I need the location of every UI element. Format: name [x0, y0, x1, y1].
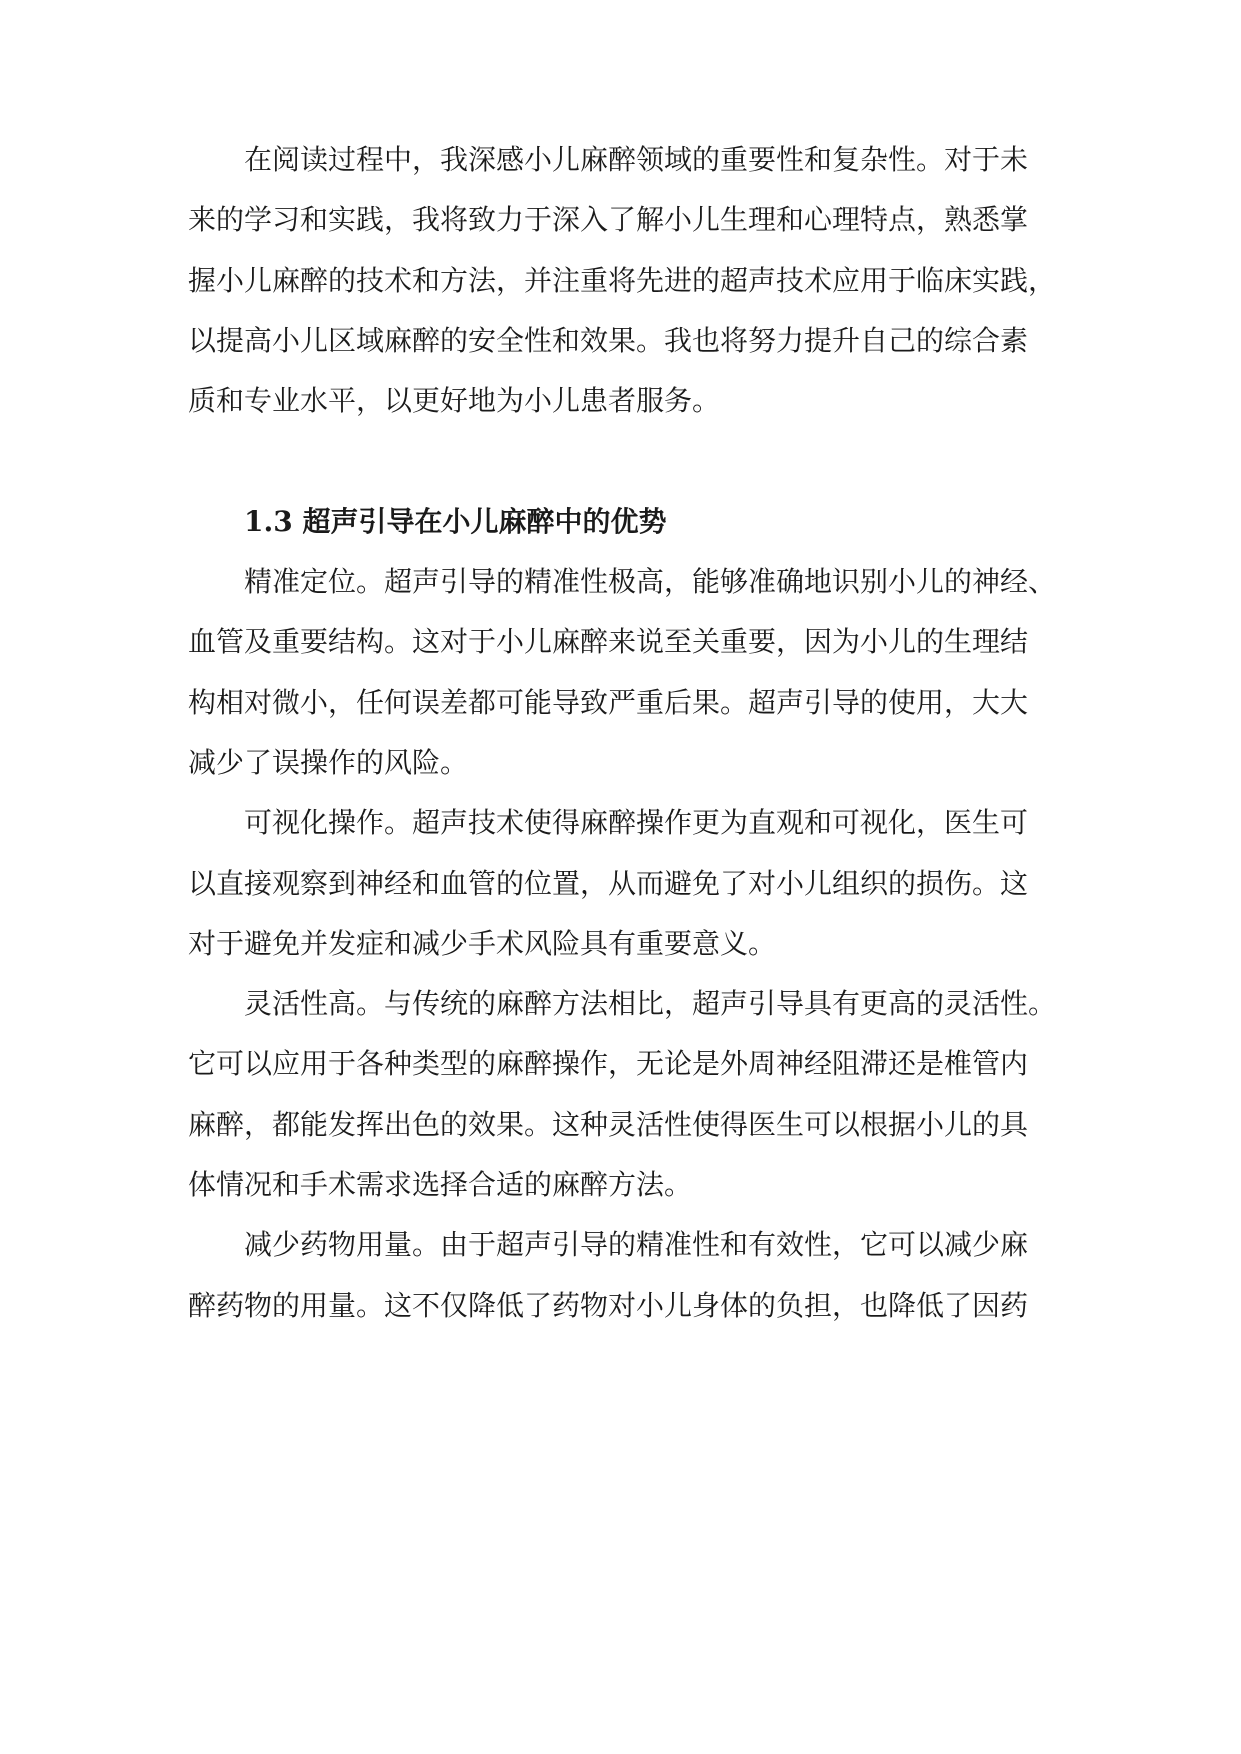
text-line: 以提高小儿区域麻醉的安全性和效果。我也将努力提升自己的综合素 [188, 323, 1029, 357]
paragraph-flexibility [188, 987, 1088, 1231]
paragraph-precise-positioning [188, 565, 1088, 809]
text-line: 构相对微小，任何误差都可能导致严重后果。超声引导的使用，大大 [188, 685, 1029, 719]
text-line: 在阅读过程中，我深感小儿麻醉领域的重要性和复杂性。对于未 [244, 143, 1029, 176]
text-line: 来的学习和实践，我将致力于深入了解小儿生理和心理特点，熟悉掌 [188, 203, 1029, 237]
text-line: 灵活性高。与传统的麻醉方法相比，超声引导具有更高的灵活性。 [244, 987, 1057, 1021]
text-line: 减少了误操作的风险。 [188, 745, 469, 779]
text-line: 麻醉，都能发挥出色的效果。这种灵活性使得医生可以根据小儿的具 [188, 1107, 1029, 1141]
section-title: 超声引导在小儿麻醉中的优势 [302, 504, 667, 538]
text-line: 可视化操作。超声技术使得麻醉操作更为直观和可视化，医生可 [244, 806, 1029, 840]
text-line: 握小儿麻醉的技术和方法，并注重将先进的超声技术应用于临床实践， [188, 263, 1057, 297]
paragraph-reduced-dosage [188, 1228, 1088, 1352]
intro-paragraph [188, 143, 1088, 447]
text-line: 血管及重要结构。这对于小儿麻醉来说至关重要，因为小儿的生理结 [188, 625, 1029, 659]
section-spacer [188, 447, 1088, 507]
text-line: 它可以应用于各种类型的麻醉操作，无论是外周神经阻滞还是椎管内 [188, 1047, 1029, 1081]
text-line: 精准定位。超声引导的精准性极高，能够准确地识别小儿的神经、 [244, 565, 1057, 599]
section-heading [188, 504, 1088, 568]
text-line: 体情况和手术需求选择合适的麻醉方法。 [188, 1168, 693, 1202]
text-line: 质和专业水平，以更好地为小儿患者服务。 [188, 384, 721, 418]
text-line: 醉药物的用量。这不仅降低了药物对小儿身体的负担，也降低了因药 [188, 1288, 1029, 1322]
text-line: 以直接观察到神经和血管的位置，从而避免了对小儿组织的损伤。这 [188, 866, 1029, 900]
text-line: 对于避免并发症和减少手术风险具有重要意义。 [188, 926, 777, 960]
text-line: 减少药物用量。由于超声引导的精准性和有效性，它可以减少麻 [244, 1228, 1029, 1262]
paragraph-visual-operation [188, 806, 1088, 990]
document-body [188, 143, 1088, 1352]
section-number: 1.3 [244, 504, 293, 538]
